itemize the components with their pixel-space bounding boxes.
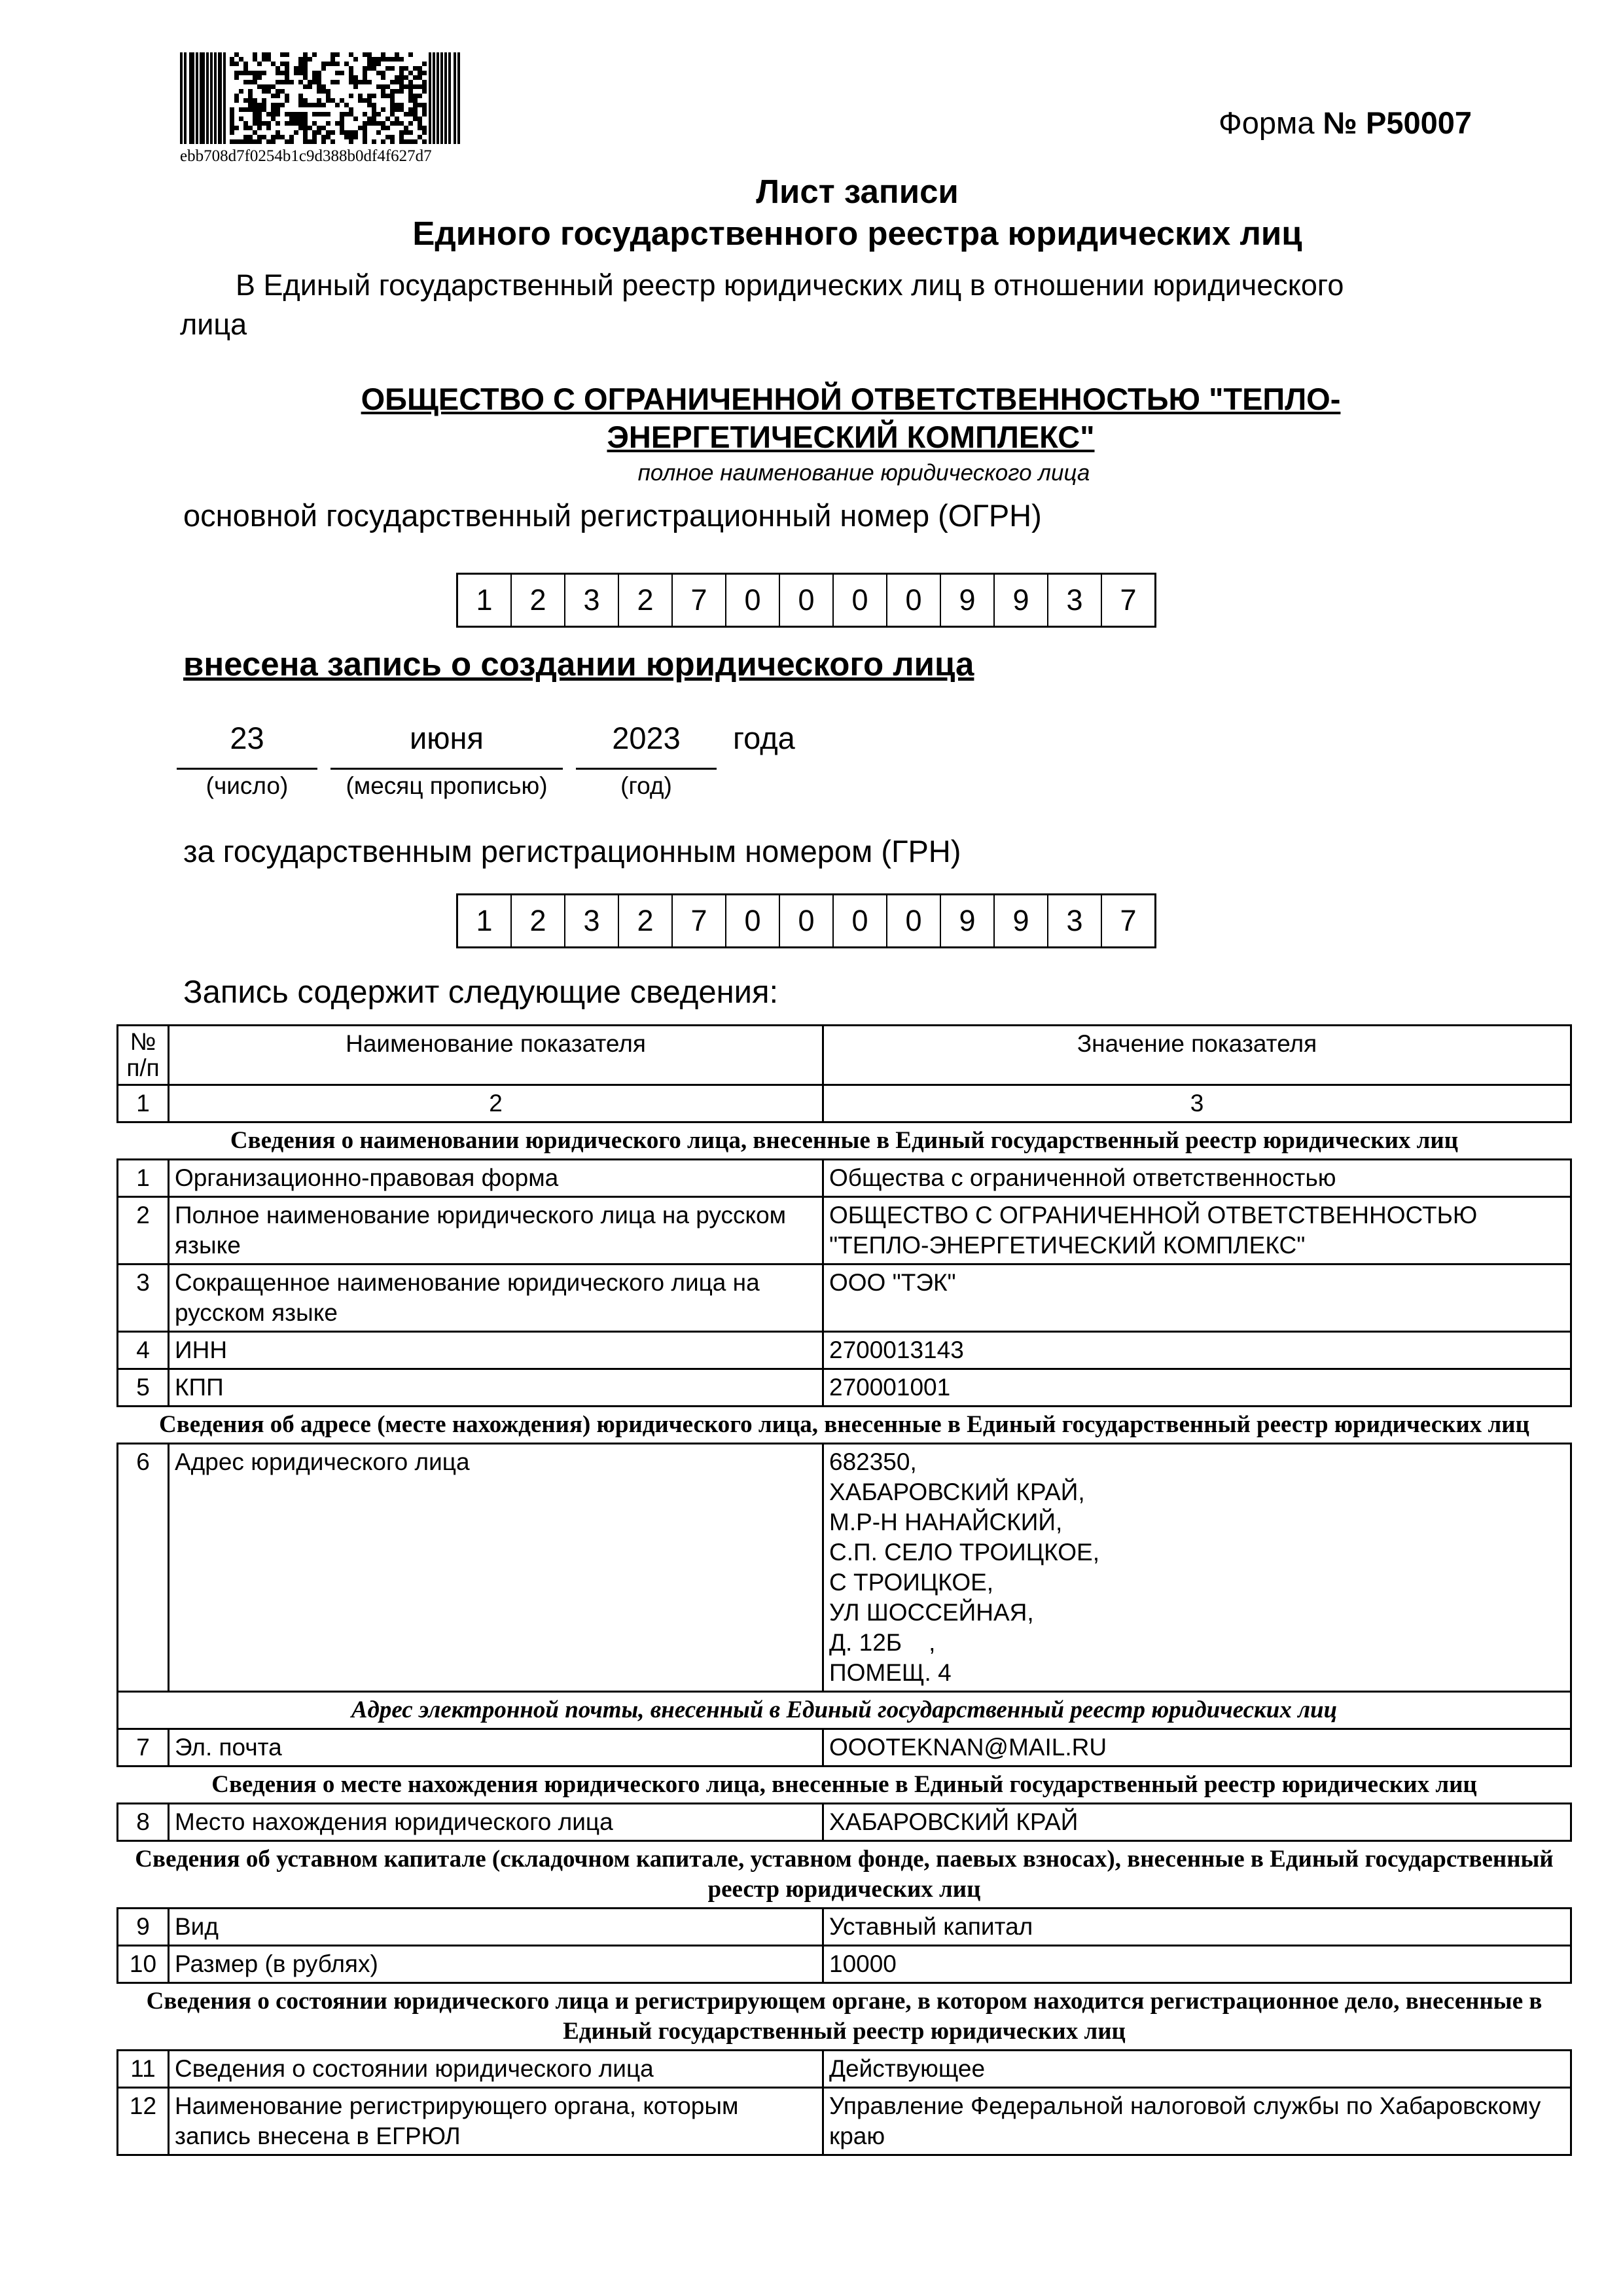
section-heading-row bbox=[118, 1122, 1571, 1160]
row-indicator-value: 2700013143 bbox=[823, 1332, 1571, 1369]
org-name-line-2: ЭНЕРГЕТИЧЕСКИЙ КОМПЛЕКС" bbox=[607, 420, 1095, 454]
table-row bbox=[118, 1946, 1571, 1983]
grn-digit: 2 bbox=[512, 895, 565, 946]
ogrn-digit: 9 bbox=[995, 575, 1048, 626]
header-value: Значение показателя bbox=[823, 1026, 1571, 1085]
day-caption: (число) bbox=[205, 772, 289, 799]
ogrn-digit: 2 bbox=[619, 575, 673, 626]
row-indicator-name: Полное наименование юридического лица на русском языке bbox=[169, 1197, 823, 1265]
row-indicator-value: OOOTEKNAN@MAIL.RU bbox=[823, 1729, 1571, 1767]
section-heading-row bbox=[118, 1692, 1571, 1729]
ogrn-digit: 0 bbox=[887, 575, 941, 626]
grn-digit: 3 bbox=[565, 895, 619, 946]
row-number: 4 bbox=[118, 1332, 169, 1369]
row-number: 6 bbox=[118, 1444, 169, 1692]
ogrn-digit: 7 bbox=[673, 575, 726, 626]
ogrn-digit: 3 bbox=[565, 575, 619, 626]
row-indicator-value bbox=[823, 1444, 1571, 1692]
table-colnum-row bbox=[118, 1085, 1571, 1122]
date-year: 2023 bbox=[612, 721, 681, 755]
row-indicator-value: ОБЩЕСТВО С ОГРАНИЧЕННОЙ ОТВЕТСТВЕННОСТЬЮ "ТЕПЛО-ЭНЕРГЕТИЧЕСКИЙ КОМПЛЕКС" bbox=[823, 1197, 1571, 1265]
date-day: 23 bbox=[230, 721, 264, 755]
address-line: 682350, bbox=[829, 1448, 917, 1475]
table-row bbox=[118, 1265, 1571, 1332]
row-number: 8 bbox=[118, 1804, 169, 1841]
row-indicator-value: Управление Федеральной налоговой службы по Хабаровскому краю bbox=[823, 2088, 1571, 2155]
year-caption: (год) bbox=[620, 772, 672, 799]
intro-line-1: В Единый государственный реестр юридических лиц в отношении юридического bbox=[236, 268, 1344, 302]
table-header-row bbox=[118, 1026, 1571, 1085]
grn-digit: 9 bbox=[941, 895, 995, 946]
row-number: 10 bbox=[118, 1946, 169, 1983]
grn-digit: 7 bbox=[673, 895, 726, 946]
row-indicator-name: ИНН bbox=[169, 1332, 823, 1369]
row-indicator-name: Эл. почта bbox=[169, 1729, 823, 1767]
grn-digit: 0 bbox=[834, 895, 887, 946]
section-heading-row bbox=[118, 1767, 1571, 1804]
ogrn-digit: 2 bbox=[512, 575, 565, 626]
row-indicator-name: Организационно-правовая форма bbox=[169, 1160, 823, 1197]
row-indicator-name: Сведения о состоянии юридического лица bbox=[169, 2051, 823, 2088]
row-indicator-name: КПП bbox=[169, 1369, 823, 1407]
record-contains-label: Запись содержит следующие сведения: bbox=[183, 975, 779, 1010]
grn-digit: 0 bbox=[780, 895, 834, 946]
grn-label: за государственным регистрационным номером (ГРН) bbox=[183, 834, 961, 869]
section-heading: Сведения об адресе (месте нахождения) юридического лица, внесенные в Единый государственный реестр юридических лиц bbox=[118, 1407, 1571, 1444]
address-line: УЛ ШОССЕЙНАЯ, bbox=[829, 1599, 1034, 1626]
table-row bbox=[118, 1160, 1571, 1197]
table-row bbox=[118, 1197, 1571, 1265]
ogrn-digit: 0 bbox=[834, 575, 887, 626]
grn-digit: 9 bbox=[995, 895, 1048, 946]
date-suffix: года bbox=[733, 721, 795, 755]
row-number: 11 bbox=[118, 2051, 169, 2088]
table-row bbox=[118, 2088, 1571, 2155]
record-type: внесена запись о создании юридического лица bbox=[183, 645, 974, 683]
header-num: № п/п bbox=[118, 1026, 169, 1085]
table-row bbox=[118, 1444, 1571, 1692]
row-number: 9 bbox=[118, 1909, 169, 1946]
table-row bbox=[118, 1729, 1571, 1767]
section-heading: Сведения о состоянии юридического лица и регистрирующем органе, в котором находится регистрационное дело, внесенные в Единый государственный реестр юридических лиц bbox=[118, 1983, 1571, 2051]
ogrn-digit: 0 bbox=[780, 575, 834, 626]
section-heading: Адрес электронной почты, внесенный в Единый государственный реестр юридических лиц bbox=[118, 1692, 1571, 1729]
grn-digit: 2 bbox=[619, 895, 673, 946]
records-table bbox=[116, 1024, 1572, 2156]
form-label: Форма bbox=[1219, 105, 1315, 140]
grn-digit-boxes bbox=[456, 893, 1156, 948]
row-indicator-value: 270001001 bbox=[823, 1369, 1571, 1407]
colnum-3: 3 bbox=[823, 1085, 1571, 1122]
ogrn-digit: 1 bbox=[458, 575, 512, 626]
barcode-image bbox=[180, 52, 461, 144]
row-number: 12 bbox=[118, 2088, 169, 2155]
section-heading-row bbox=[118, 1407, 1571, 1444]
table-row bbox=[118, 1369, 1571, 1407]
ogrn-digit: 7 bbox=[1120, 583, 1137, 617]
row-indicator-name: Место нахождения юридического лица bbox=[169, 1804, 823, 1841]
row-indicator-name: Размер (в рублях) bbox=[169, 1946, 823, 1983]
row-indicator-value: Уставный капитал bbox=[823, 1909, 1571, 1946]
row-number: 5 bbox=[118, 1369, 169, 1407]
org-name-caption: полное наименование юридического лица bbox=[637, 460, 1090, 486]
ogrn-digit: 0 bbox=[726, 575, 780, 626]
row-number: 7 bbox=[118, 1729, 169, 1767]
row-indicator-value: 10000 bbox=[823, 1946, 1571, 1983]
row-number: 1 bbox=[118, 1160, 169, 1197]
month-caption: (месяц прописью) bbox=[346, 772, 548, 799]
org-name-line-1: ОБЩЕСТВО С ОГРАНИЧЕННОЙ ОТВЕТСТВЕННОСТЬЮ "ТЕПЛО- bbox=[361, 382, 1341, 416]
section-heading: Сведения об уставном капитале (складочном капитале, уставном фонде, паевых взносах), внесенные в Единый государственный реестр юридических лиц bbox=[118, 1841, 1571, 1909]
table-row bbox=[118, 2051, 1571, 2088]
address-line: М.Р-Н НАНАЙСКИЙ, bbox=[829, 1509, 1063, 1535]
row-indicator-value: Общества с ограниченной ответственностью bbox=[823, 1160, 1571, 1197]
ogrn-label: основной государственный регистрационный номер (ОГРН) bbox=[183, 498, 1042, 533]
table-row bbox=[118, 1804, 1571, 1841]
section-heading: Сведения о наименовании юридического лица, внесенные в Единый государственный реестр юридических лиц bbox=[118, 1122, 1571, 1160]
address-line: ПОМЕЩ. 4 bbox=[829, 1659, 952, 1686]
row-indicator-name: Адрес юридического лица bbox=[169, 1444, 823, 1692]
ogrn-digit-boxes bbox=[456, 573, 1156, 628]
grn-digit: 7 bbox=[1120, 904, 1137, 937]
row-indicator-value: ООО "ТЭК" bbox=[823, 1265, 1571, 1332]
row-indicator-value: ХАБАРОВСКИЙ КРАЙ bbox=[823, 1804, 1571, 1841]
section-heading: Сведения о месте нахождения юридического лица, внесенные в Единый государственный реестр юридических лиц bbox=[118, 1767, 1571, 1804]
section-heading-row bbox=[118, 1983, 1571, 2051]
grn-digit: 1 bbox=[458, 895, 512, 946]
address-line: С ТРОИЦКОЕ, bbox=[829, 1569, 994, 1596]
row-number: 2 bbox=[118, 1197, 169, 1265]
address-line: ХАБАРОВСКИЙ КРАЙ, bbox=[829, 1479, 1085, 1505]
date-month: июня bbox=[410, 721, 484, 755]
row-indicator-name: Сокращенное наименование юридического лица на русском языке bbox=[169, 1265, 823, 1332]
year-underline bbox=[576, 768, 717, 770]
intro-line-2: лица bbox=[180, 308, 247, 341]
ogrn-digit: 3 bbox=[1048, 575, 1102, 626]
document-subtitle: Единого государственного реестра юридических лиц bbox=[412, 215, 1302, 252]
form-number bbox=[1219, 105, 1472, 141]
row-indicator-name: Наименование регистрирующего органа, которым запись внесена в ЕГРЮЛ bbox=[169, 2088, 823, 2155]
barcode-hash: ebb708d7f0254b1c9d388b0df4f627d7 bbox=[180, 147, 432, 165]
form-code: № Р50007 bbox=[1323, 105, 1472, 140]
colnum-1: 1 bbox=[118, 1085, 169, 1122]
table-row bbox=[118, 1909, 1571, 1946]
document-title: Лист записи bbox=[756, 173, 959, 210]
row-indicator-value: Действующее bbox=[823, 2051, 1571, 2088]
row-number: 3 bbox=[118, 1265, 169, 1332]
row-indicator-name: Вид bbox=[169, 1909, 823, 1946]
address-line: С.П. СЕЛО ТРОИЦКОЕ, bbox=[829, 1539, 1099, 1566]
month-underline bbox=[330, 768, 563, 770]
grn-digit: 0 bbox=[726, 895, 780, 946]
table-row bbox=[118, 1332, 1571, 1369]
address-line: Д. 12Б , bbox=[829, 1629, 936, 1656]
section-heading-row bbox=[118, 1841, 1571, 1909]
day-underline bbox=[177, 768, 317, 770]
grn-digit: 3 bbox=[1048, 895, 1102, 946]
grn-digit: 0 bbox=[887, 895, 941, 946]
ogrn-digit: 9 bbox=[941, 575, 995, 626]
header-name: Наименование показателя bbox=[169, 1026, 823, 1085]
colnum-2: 2 bbox=[169, 1085, 823, 1122]
